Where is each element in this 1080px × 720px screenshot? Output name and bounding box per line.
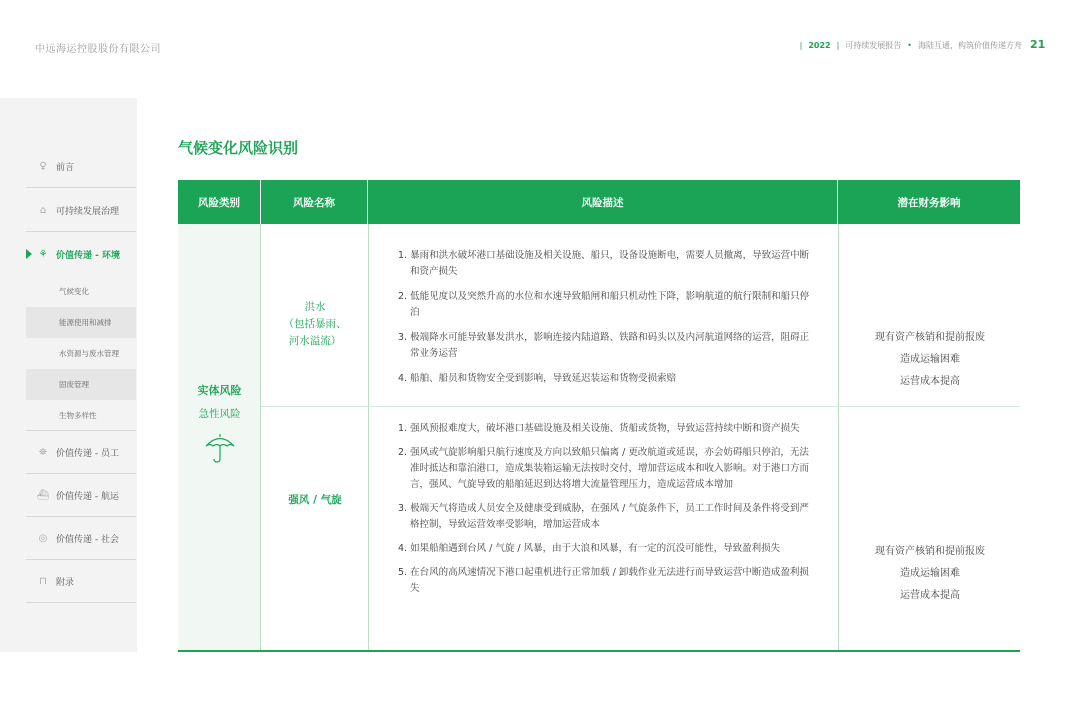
description-item: 1. 强风预报难度大，破坏港口基础设施及相关设施、货船或货物，导致运营持续中断和资产损失	[398, 423, 800, 434]
governance-icon: ⌂	[39, 205, 47, 216]
risk-name-line: （包括暴雨、	[283, 317, 347, 330]
company-name: 中远海运控股股份有限公司	[35, 44, 161, 55]
description-item: 4. 如果船舶遇到台风 / 气旋 / 风暴，由于大浪和风暴，有一定的沉没可能性，导致盈利损失	[398, 543, 781, 554]
impact-item: 造成运输困难	[900, 354, 960, 365]
sidebar-item-label: 价值传递 - 员工	[56, 449, 119, 459]
column-header: 风险描述	[368, 180, 838, 224]
report-tagline: 海陆互通，构筑价值传递方舟	[918, 41, 1022, 50]
impact-item: 运营成本提高	[900, 590, 960, 601]
umbrella-icon	[203, 431, 237, 465]
column-divider	[838, 224, 839, 650]
report-name: 可持续发展报告	[845, 41, 902, 50]
description-item: 3. 极端天气将造成人员安全及健康受到威胁，在强风 / 气旋条件下，员工工作时间及条件将受到严格控制，导致运营效率受影响，增加运营成本	[398, 503, 809, 530]
sidebar-item-label: 价值传递 - 社会	[56, 535, 119, 545]
financial-impact-wind	[840, 541, 1020, 607]
environment-icon: ⚘	[38, 248, 48, 260]
sidebar	[0, 98, 137, 652]
sidebar-item-label: 前言	[56, 163, 75, 173]
category-main: 实体风险	[197, 384, 242, 397]
sidebar-subitem-energy[interactable]: 能源使用和减排	[26, 307, 136, 338]
impact-item: 现有资产核销和提前报废	[875, 332, 985, 343]
appendix-icon: ⊓	[39, 576, 47, 587]
preface-icon: ♀	[39, 161, 47, 172]
divider-bar: |	[799, 41, 803, 50]
risk-name-line: 河水溢流）	[288, 334, 342, 347]
employee-icon: ⛯	[39, 447, 47, 458]
sidebar-item-employee[interactable]	[26, 432, 136, 474]
risk-name-line: 洪水	[304, 301, 326, 313]
page-number: 21	[1030, 38, 1046, 51]
column-divider	[368, 224, 369, 650]
sidebar-subitem-biodiversity[interactable]: 生物多样性	[26, 400, 136, 431]
sidebar-item-environment[interactable]	[26, 233, 136, 275]
column-header: 风险类别	[178, 180, 261, 224]
sidebar-subitem-water[interactable]: 水资源与废水管理	[59, 349, 119, 358]
impact-item: 现有资产核销和提前报废	[875, 546, 985, 557]
sidebar-item-label: 价值传递 - 环境	[56, 250, 121, 261]
table-body	[178, 224, 1020, 652]
column-header: 风险名称	[261, 180, 368, 224]
description-item: 1. 暴雨和洪水破坏港口基础设施及相关设施、船只，设备设施断电，需要人员撤离，导致运营中断和资产损失	[398, 250, 810, 277]
sidebar-item-society[interactable]	[26, 518, 136, 560]
sidebar-item-appendix[interactable]	[26, 561, 136, 603]
section-title: 气候变化风险识别	[178, 139, 299, 157]
impact-item: 运营成本提高	[900, 376, 960, 387]
description-item: 2. 低能见度以及突然升高的水位和水速导致船闸和船只机动性下降，影响航道的航行限制和船只停泊	[398, 291, 810, 318]
sidebar-subitem-waste[interactable]: 固废管理	[26, 369, 136, 400]
sidebar-item-governance[interactable]	[26, 190, 136, 232]
risk-description-flood	[398, 248, 818, 396]
description-item: 3. 极端降水可能导致暴发洪水，影响连接内陆道路、铁路和码头以及内河航道网络的运营，阻碍正常业务运营	[398, 332, 810, 359]
category-sub: 急性风险	[198, 408, 241, 420]
society-icon: ◎	[38, 533, 48, 544]
sidebar-item-shipping[interactable]	[26, 475, 136, 517]
risk-description-wind	[398, 421, 818, 605]
risk-name-line: 强风 / 气旋	[288, 494, 342, 506]
table-header	[178, 180, 1020, 224]
report-header	[800, 40, 1022, 51]
risk-name-flood	[262, 299, 368, 349]
report-year: 2022	[808, 41, 831, 50]
description-item: 5. 在台风的高风速情况下港口起重机进行正常加载 / 卸载作业无法进行而导致运营中断造成盈利损失	[398, 567, 809, 594]
impact-item: 造成运输困难	[900, 568, 960, 579]
risk-name-wind	[262, 492, 368, 507]
description-item: 4. 船舶、船员和货物安全受到影响，导致延迟装运和货物受损索赔	[398, 373, 677, 384]
shipping-icon: ⛴	[36, 490, 50, 501]
sidebar-item-preface[interactable]	[26, 146, 136, 188]
bullet-dot: •	[907, 41, 912, 50]
column-header: 潜在财务影响	[897, 196, 961, 209]
divider-bar: |	[836, 41, 840, 50]
sidebar-item-label: 附录	[56, 578, 75, 588]
sidebar-item-label: 价值传递 - 航运	[56, 492, 119, 502]
description-item: 2. 强风或气旋影响船只航行速度及方向以致船只偏离 / 更改航道或延误，亦会妨碍船只停泊，无法准时抵达和靠泊港口，造成集装箱运输无法按时交付，增加营运成本和收入影响。对于港口方而言，强风、气旋导致的船舶延迟到达将增大流量管理压力，造成运营成本增加	[398, 447, 810, 490]
financial-impact-flood	[840, 327, 1020, 393]
sidebar-subitem-climate[interactable]: 气候变化	[59, 287, 89, 296]
row-divider	[261, 406, 1020, 407]
sidebar-item-label: 可持续发展治理	[56, 207, 120, 217]
